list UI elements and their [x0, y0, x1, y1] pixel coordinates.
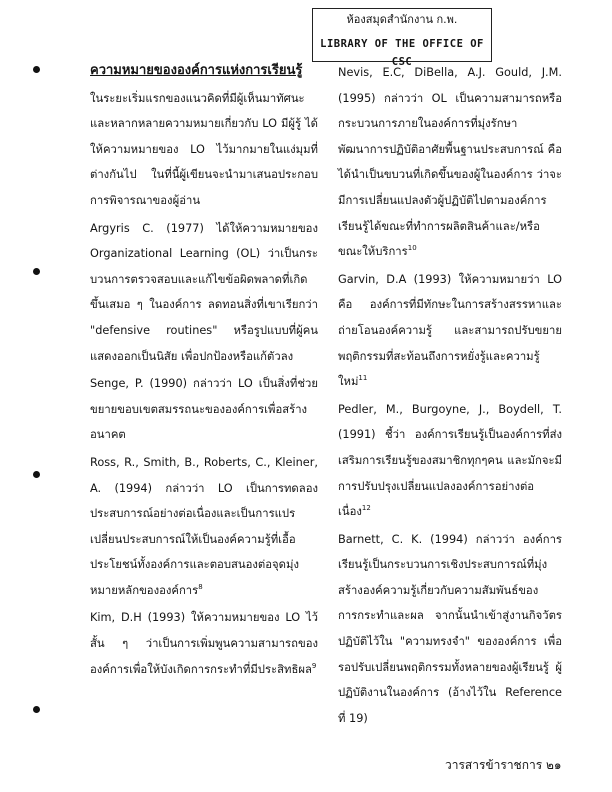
- paragraph: [90, 86, 318, 214]
- paragraph: [338, 397, 562, 525]
- paragraph-text: Pedler, M., Burgoyne, J., Boydell, T. (1991) ชี้ว่า องค์การเรียนรู้เป็นองค์การที่ส่งเสริมการเรียนรู้ของสมาชิกทุกๆคน และมักจะมีการปรับปรุงเปลี่ยนแปลงองค์การอย่างต่อเนื่อง: [338, 402, 562, 519]
- paragraph-text: Argyris C. (1977) ได้ให้ความหมายของ Organizational Learning (OL) ว่าเป็นกระบวนการตรวจสอบและแก้ไขข้อผิดพลาดที่เกิดขึ้นเสมอ ๆ ในองค์การ ลดทอนสิ่งที่เขาเรียกว่า "defensive routines" หรือรูปแบบที่ผู้คนแสดงออกเป็นนิสัย เพื่อปกป้องหรือแก้ตัวลง: [90, 221, 318, 363]
- section-heading: ความหมายขององค์การแห่งการเรียนรู้: [90, 63, 303, 78]
- paragraph: [90, 450, 318, 604]
- right-column: [338, 60, 562, 733]
- binder-hole-icon: [33, 66, 40, 73]
- paragraph: [338, 60, 562, 265]
- left-column: [90, 58, 318, 684]
- binder-hole-icon: [33, 706, 40, 713]
- footnote-marker: 9: [311, 661, 317, 670]
- binder-hole-icon: [33, 268, 40, 275]
- paragraph: [338, 527, 562, 732]
- paragraph-text: Kim, D.H (1993) ให้ความหมายของ LO ไว้สั้น ๆ ว่าเป็นการเพิ่มพูนความสามารถขององค์การเพื่อให้บังเกิดการกระทำที่มีประสิทธิผล: [90, 611, 318, 676]
- paragraph: [90, 216, 318, 370]
- stamp-line-english: LIBRARY OF THE OFFICE OF CSC: [320, 38, 484, 68]
- library-stamp: [312, 8, 492, 68]
- paragraph-text: Barnett, C. K. (1994) กล่าวว่า องค์การเรียนรู้เป็นกระบวนการเชิงประสบการณ์ที่มุ่งสร้างองค์ความรู้เกี่ยวกับความสัมพันธ์ของการกระทำและผล จากนั้นนำเข้าสู่งานกิจวัตรปฏิบัติไว้ใน "ความทรงจำ" ขององค์การ เพื่อรอปรับเปลี่ยนพฤติกรรมทั้งหลายของผู้เรียนรู้ ผู้ปฏิบัติงานในองค์การ (อ้างไว้ใน Reference ที่ 19): [338, 532, 562, 725]
- paragraph-text: Ross, R., Smith, B., Roberts, C., Kleiner, A. (1994) กล่าวว่า LO เป็นการทดลองประสบการณ์อย่างต่อเนื่องและเป็นการแปรเปลี่ยนประสบการณ์ให้เป็นองค์ความรู้ที่เอื้อประโยชน์ทั้งองค์การและตอบสนองต่อจุดมุ่งหมายหลักขององค์การ: [90, 455, 318, 597]
- footnote-marker: 11: [358, 374, 368, 383]
- stamp-line-thai: ห้องสมุดสำนักงาน ก.พ.: [346, 13, 458, 26]
- paragraph-text: ในระยะเริ่มแรกของแนวคิดที่มีผู้เห็นมาทัศนะและหลากหลายความหมายเกี่ยวกับ LO มีผู้รู้ ได้ให้ความหมายของ LO ไว้มากมายในแง่มุมที่ต่างกันไป ในที่นี้ผู้เขียนจะนำมาเสนอประกอบการพิจารณาของผู้อ่าน: [90, 91, 318, 207]
- page-footer: วารสารข้าราชการ ๒๑: [445, 758, 562, 772]
- paragraph: [90, 605, 318, 682]
- binder-hole-icon: [33, 471, 40, 478]
- column-divider: [330, 60, 331, 750]
- paragraph-text: Senge, P. (1990) กล่าวว่า LO เป็นสิ่งที่ช่วยขยายขอบเขตสมรรถนะขององค์การเพื่อสร้างอนาคต: [90, 377, 318, 442]
- footnote-marker: 10: [407, 244, 417, 253]
- paragraph-text: Nevis, E.C, DiBella, A.J. Gould, J.M. (1995) กล่าวว่า OL เป็นความสามารถหรือกระบวนการภายในองค์การที่มุ่งรักษาพัฒนาการปฏิบัติอาศัยพื้นฐานประสบการณ์ คือได้นำเป็นขบวนที่เกิดขึ้นของผู้ในองค์การ ว่าจะมีการเปลี่ยนแปลงตัวผู้ปฏิบัติไปตามองค์การ เรียนรู้ได้ขณะที่ทำการผลิตสินค้าและ/หรือขณะให้บริการ: [338, 66, 562, 259]
- paragraph: [90, 371, 318, 448]
- paragraph: [338, 267, 562, 395]
- paragraph-text: Garvin, D.A (1993) ให้ความหมายว่า LO คือ องค์การที่มีทักษะในการสร้างสรรหาและถ่ายโอนองค์ความรู้ และสามารถปรับขยายพฤติกรรมที่สะท้อนถึงการหยั่งรู้และความรู้ใหม่: [338, 272, 562, 389]
- footnote-marker: 12: [361, 504, 371, 513]
- footnote-marker: 8: [198, 583, 203, 592]
